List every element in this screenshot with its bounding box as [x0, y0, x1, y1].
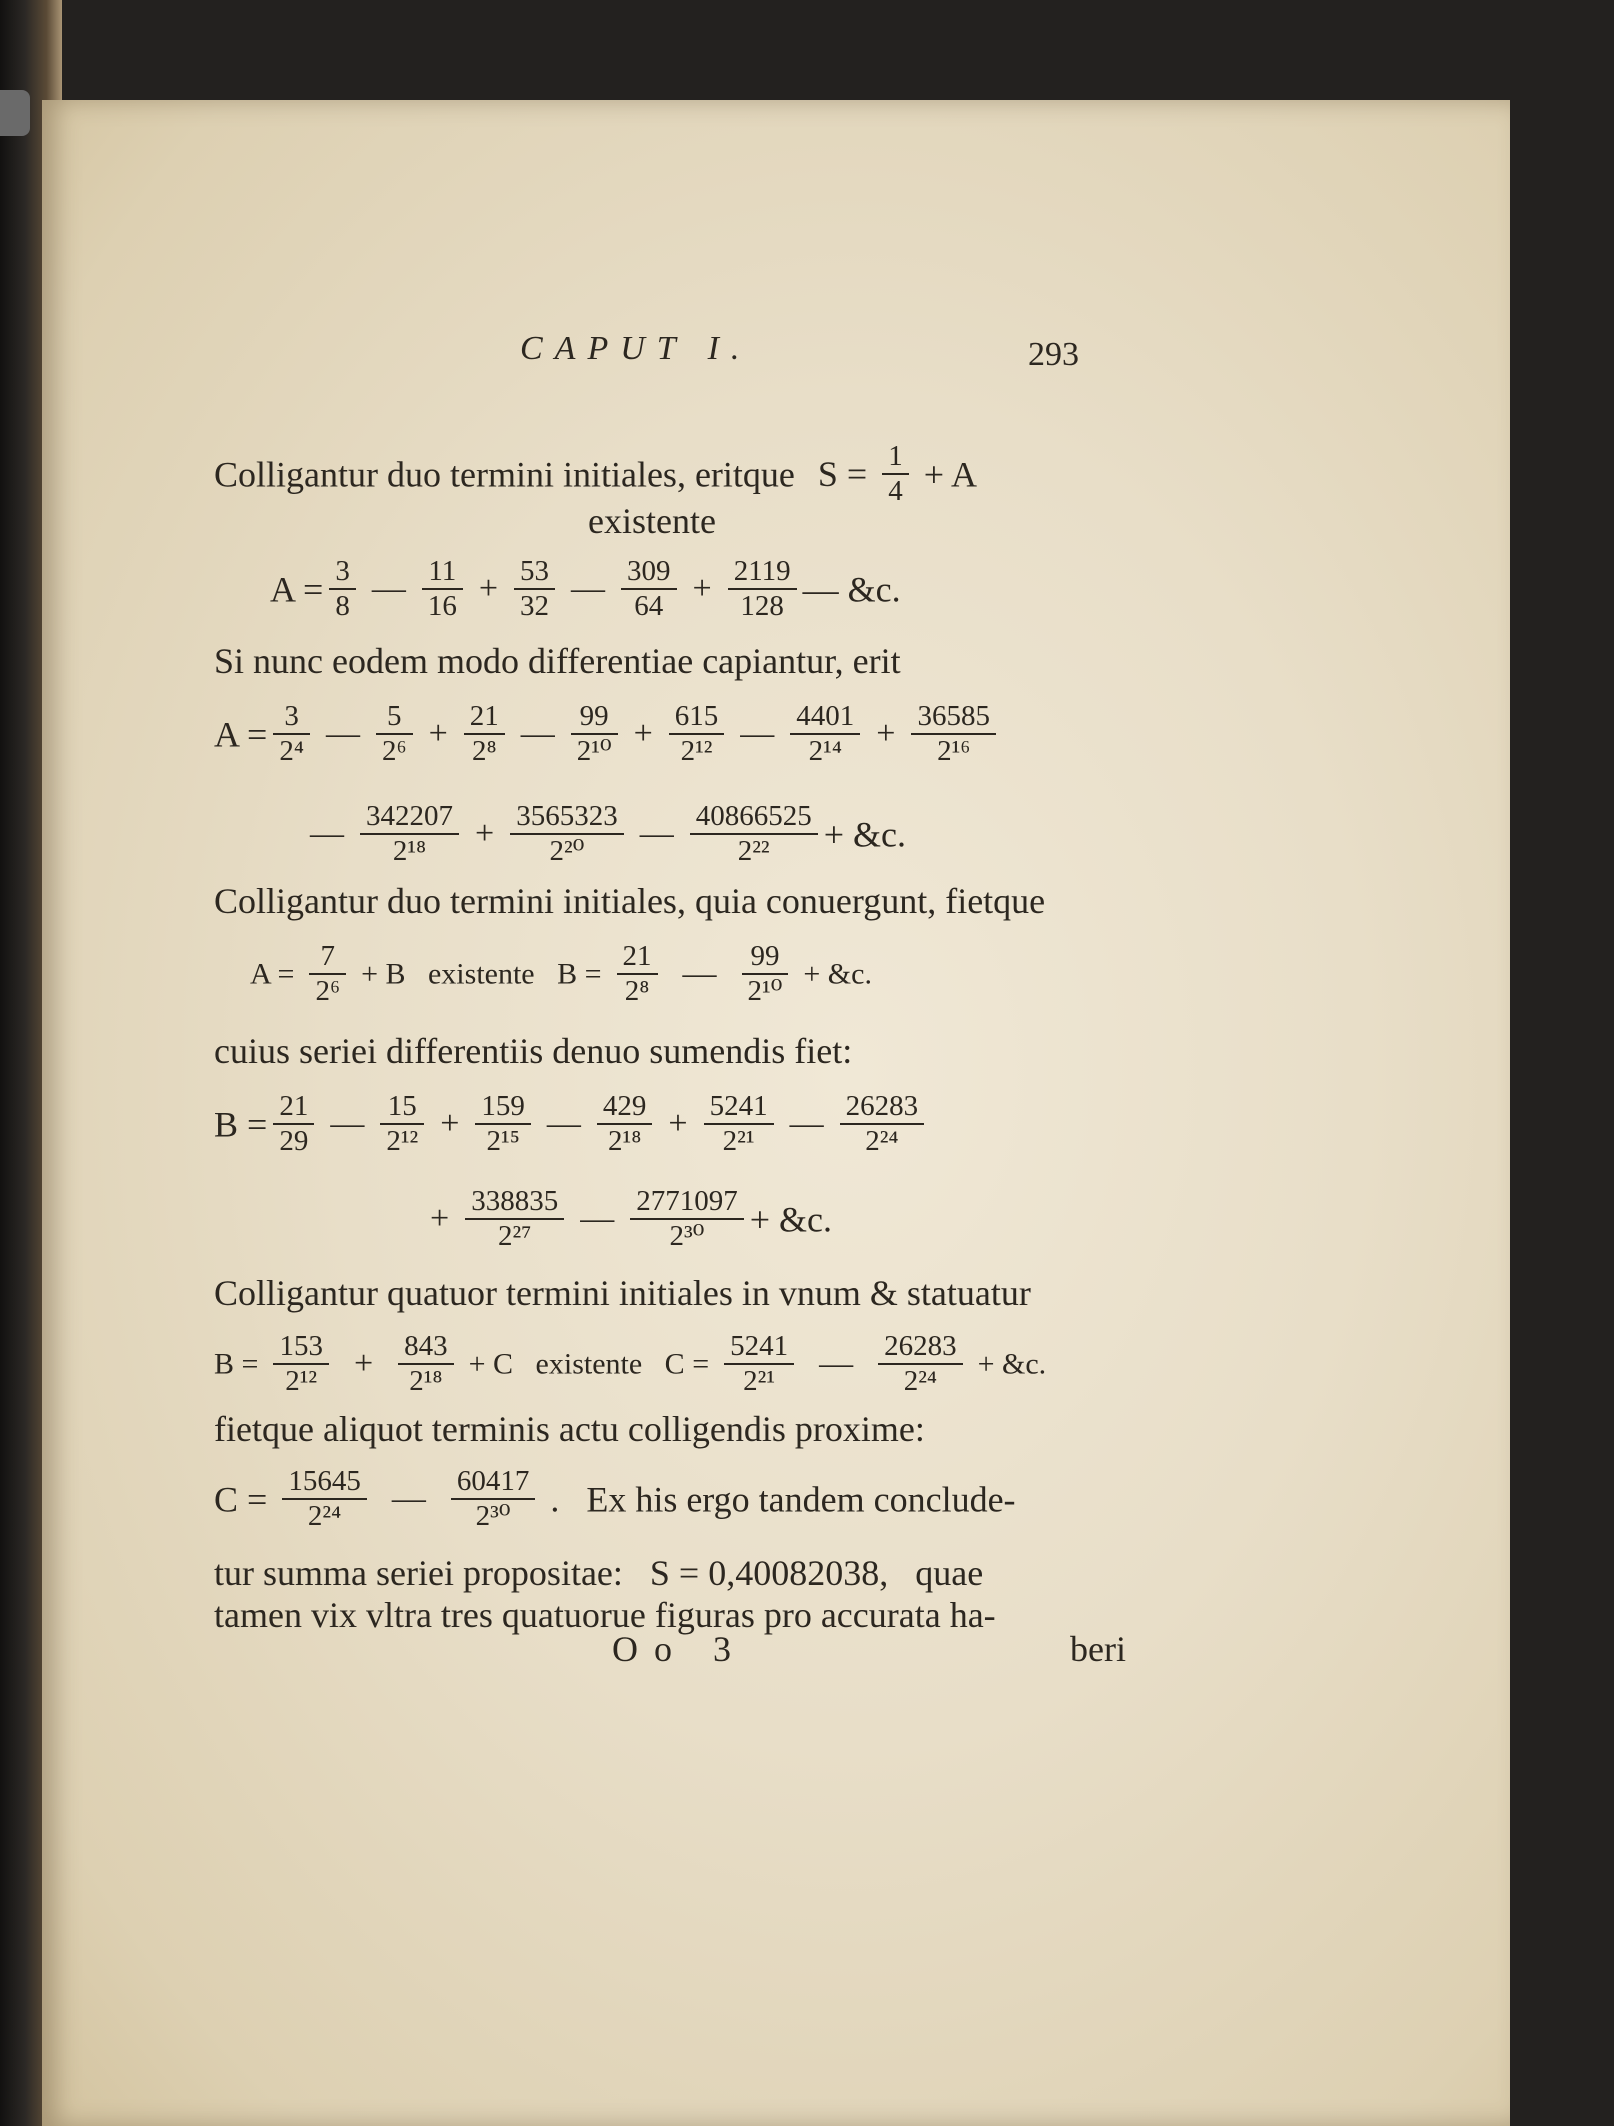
text-line-4: Si nunc eodem modo differentiae capiantur, erit: [214, 641, 901, 681]
catchword: beri: [1070, 1629, 1126, 1669]
fraction: $\frac{342207}{\text{2¹⁸}}$: [360, 800, 459, 869]
equation-a2: [214, 700, 1002, 769]
fraction: $\frac{26283}{\text{2²⁴}}$: [840, 1090, 925, 1159]
fraction: $\frac{36585}{\text{2¹⁶}}$: [911, 700, 996, 769]
fraction: $\frac{153}{\text{2¹²}}$: [273, 1330, 329, 1399]
fraction: $\frac{11}{16}$: [422, 555, 463, 624]
fraction: $\frac{309}{64}$: [621, 555, 677, 624]
text-line-16: tur summa seriei propositae: S = 0,40082038, quae: [214, 1553, 984, 1593]
equation-a3: [300, 800, 906, 869]
fraction: $\frac{3}{\text{2⁴}}$: [273, 700, 310, 769]
operator: —: [571, 570, 606, 608]
fraction: $\frac{5}{\text{2⁶}}$: [376, 700, 413, 769]
equation-lhs: A =: [270, 569, 324, 610]
operator: +: [876, 715, 896, 753]
fraction: $\frac{843}{\text{2¹⁸}}$: [398, 1330, 454, 1399]
operator: +: [430, 1200, 450, 1238]
operator: +: [692, 570, 712, 608]
operator: +: [633, 715, 653, 753]
fraction: $\frac{159}{\text{2¹⁵}}$: [475, 1090, 531, 1159]
fraction: $\frac{615}{\text{2¹²}}$: [669, 700, 725, 769]
equation-b1: [214, 1090, 930, 1159]
equation-tail: + &c.: [823, 814, 906, 855]
fraction: $\frac{15}{\text{2¹²}}$: [380, 1090, 424, 1159]
equation-c1: C = $\frac{15645}{\text{2²⁴}}$ — $\frac{60417}{\text{2³⁰}}$ . Ex his ergo tandem conclude-: [214, 1465, 1016, 1533]
operator: —: [310, 815, 344, 853]
equation-b0: A = $\frac{7}{\text{2⁶}}$ + B existente B = $\frac{21}{\text{2⁸}}$ — $\frac{99}{\text{2¹⁰}}$ + &c.: [250, 940, 872, 1008]
fraction: $\frac{4401}{\text{2¹⁴}}$: [790, 700, 860, 769]
operator: —: [520, 715, 555, 753]
operator: +: [440, 1105, 460, 1143]
fraction: $\frac{53}{32}$: [514, 555, 555, 624]
fraction: $\frac{21}{29}$: [273, 1090, 314, 1159]
operator: —: [546, 1105, 581, 1143]
page-number: 293: [1028, 336, 1079, 373]
fraction: $\frac{1}{4}$: [882, 440, 909, 509]
operator: —: [325, 715, 360, 753]
fraction: $\frac{21}{\text{2⁸}}$: [464, 700, 505, 769]
fraction: $\frac{3565323}{\text{2²⁰}}$: [510, 800, 624, 869]
fraction: $\frac{99}{\text{2¹⁰}}$: [571, 700, 618, 769]
fraction: $\frac{15645}{\text{2²⁴}}$: [282, 1465, 367, 1534]
equation-lhs: B =: [214, 1104, 268, 1145]
equation-c0: B = $\frac{153}{\text{2¹²}}$ + $\frac{843}{\text{2¹⁸}}$ + C existente C = $\frac{5241}{\text{2²¹}}$ — $\frac{26283}{\text{2²⁴}}$ + &c.: [214, 1330, 1047, 1398]
signature-mark: Oo 3: [612, 1629, 747, 1669]
fraction: $\frac{40866525}{\text{2²²}}$: [690, 800, 818, 869]
operator: +: [475, 815, 495, 853]
operator: —: [580, 1200, 615, 1238]
fraction: $\frac{429}{\text{2¹⁸}}$: [597, 1090, 653, 1159]
operator: +: [478, 570, 499, 608]
running-head: CAPUT I.: [520, 330, 752, 367]
operator: —: [639, 815, 674, 853]
text-line-7: Colligantur duo termini initiales, quia conuergunt, fietque: [214, 881, 1046, 921]
fraction: $\frac{26283}{\text{2²⁴}}$: [878, 1330, 963, 1399]
equation-tail: + &c.: [749, 1199, 832, 1240]
text-line-14: fietque aliquot terminis actu colligendis proxime:: [214, 1409, 925, 1449]
text-line-12: Colligantur quatuor termini initiales in vnum & statuatur: [214, 1273, 1031, 1313]
operator: —: [371, 570, 406, 608]
text-line-2: existente: [588, 501, 716, 541]
operator: —: [330, 1105, 365, 1143]
fraction: $\frac{5241}{\text{2²¹}}$: [704, 1090, 774, 1159]
text-line-17: tamen vix vltra tres quatuorue figuras pro accurata ha-: [214, 1595, 996, 1635]
equation-tail: — &c.: [802, 569, 901, 610]
fraction: $\frac{7}{\text{2⁶}}$: [309, 940, 346, 1009]
fraction: $\frac{99}{\text{2¹⁰}}$: [742, 940, 789, 1009]
equation-a1: [270, 555, 901, 624]
operator: +: [668, 1105, 688, 1143]
fraction: $\frac{338835}{\text{2²⁷}}$: [465, 1185, 564, 1254]
equation-b2: [420, 1185, 832, 1254]
text-line-1: Colligantur duo termini initiales, eritque S = $\frac{1}{4}$ + A: [214, 440, 978, 508]
fraction: $\frac{2771097}{\text{2³⁰}}$: [630, 1185, 744, 1254]
equation-lhs: A =: [214, 714, 268, 755]
fraction: $\frac{60417}{\text{2³⁰}}$: [451, 1465, 536, 1534]
fraction: $\frac{3}{8}$: [329, 555, 356, 624]
operator: —: [789, 1105, 824, 1143]
operator: —: [740, 715, 775, 753]
operator: +: [428, 715, 448, 753]
text-line-9: cuius seriei differentiis denuo sumendis fiet:: [214, 1031, 853, 1071]
fraction: $\frac{5241}{\text{2²¹}}$: [724, 1330, 794, 1399]
fraction: $\frac{21}{\text{2⁸}}$: [617, 940, 658, 1009]
fraction: $\frac{2119}{128}$: [728, 555, 797, 624]
